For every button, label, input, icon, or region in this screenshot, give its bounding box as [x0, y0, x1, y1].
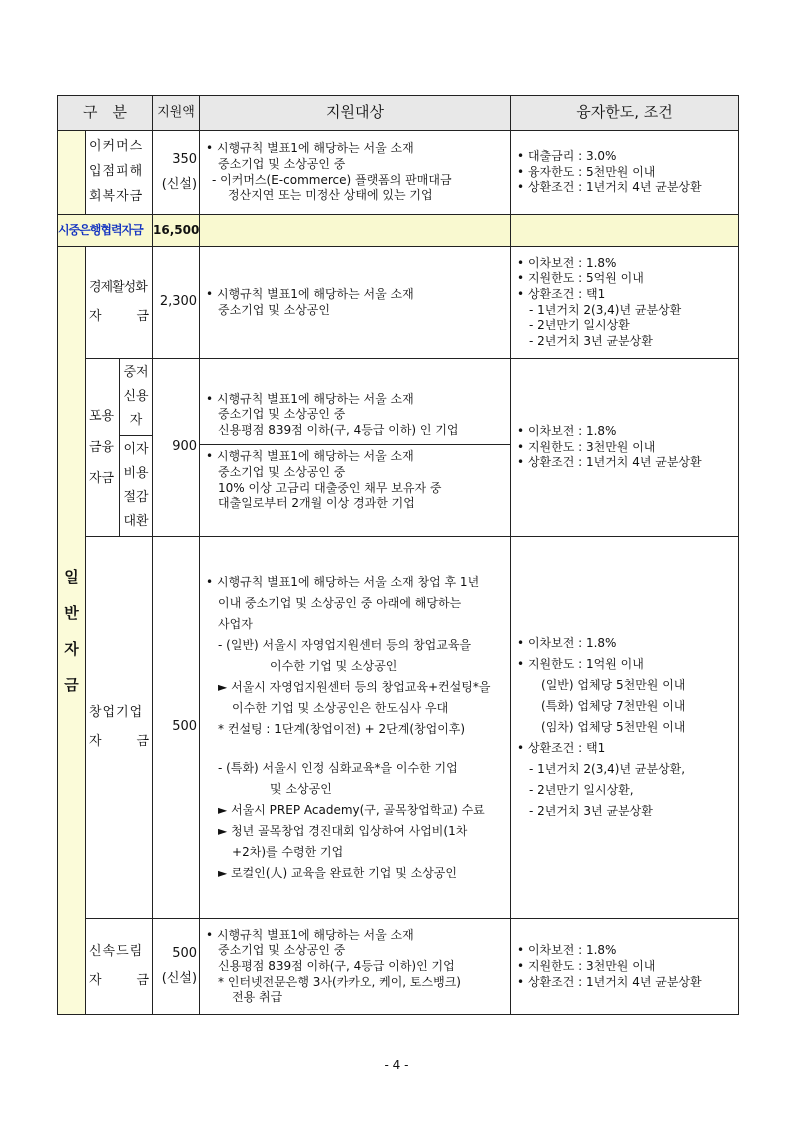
startup-conditions: • 이차보전 : 1.8% • 지원한도 : 1억원 이내 (일반) 업체당 5천만원 이내 (특화) 업체당 7천만원 이내 (임차) 업체당 5천만원 이내 • 상환조건 : 택1 - 1년거치 2(3,4)년 균분상환, - 2년만기 일시상환, - 2년거치 3년 균분상환 — [511, 537, 739, 919]
header-category: 구 분 — [58, 96, 153, 131]
empty-cell — [511, 215, 739, 247]
inclusive-subtypes — [120, 359, 153, 537]
table-row — [58, 537, 739, 919]
inclusive-name: 포용 금융 자금 — [86, 359, 120, 537]
empty-cell — [200, 215, 511, 247]
economy-conditions: • 이차보전 : 1.8% • 지원한도 : 5억원 이내 • 상환조건 : 택1 - 1년거치 2(3,4)년 균분상환 - 2년만기 일시상환 - 2년거치 3년 균분상환 — [511, 247, 739, 359]
startup-target: • 시행규칙 별표1에 해당하는 서울 소재 창업 후 1년 이내 중소기업 및 소상공인 중 아래에 해당하는 사업자 - (일반) 서울시 자영업지원센터 등의 창업교육을 이수한 기업 및 소상공인 ► 서울시 자영업지원센터 등의 창업교육+컨설팅*을 이수한 기업 및 소상공인은 한도심사 우대 * 컨설팅 : 1단계(창업이전) + 2단계(창업이후) - (특화) 서울시 인정 심화교육*을 이수한 기업 및 소상공인 ► 서울시 PREP Academy(구, 골목창업학교) 수료 ► 청년 골목창업 경진대회 입상하여 사업비(1차 +2차)를 수령한 기업 ► 로컬인(人) 교육을 완료한 기업 및 소상공인 — [200, 537, 511, 919]
economy-target: • 시행규칙 별표1에 해당하는 서울 소재 중소기업 및 소상공인 — [200, 247, 511, 359]
dream-target: • 시행규칙 별표1에 해당하는 서울 소재 중소기업 및 소상공인 중 신용평점 839점 이하(구, 4등급 이하)인 기업 * 인터넷전문은행 3사(카카오, 케이, 토스뱅크) 전용 취급 — [200, 919, 511, 1015]
inclusive-conditions: • 이차보전 : 1.8% • 지원한도 : 3천만원 이내 • 상환조건 : 1년거치 4년 균분상환 — [511, 359, 739, 537]
bank-row-label: 시중은행협력자금 — [58, 215, 153, 247]
header-amount: 지원액 — [153, 96, 200, 131]
ecommerce-name: 이커머스 입점피해 회복자금 — [86, 131, 153, 215]
dream-name: 신속드림 자 금 — [86, 919, 153, 1015]
startup-amount: 500 — [153, 537, 200, 919]
dream-conditions: • 이차보전 : 1.8% • 지원한도 : 3천만원 이내 • 상환조건 : 1년거치 4년 균분상환 — [511, 919, 739, 1015]
table-row — [58, 919, 739, 1015]
dream-amount: 500 (신설) — [153, 919, 200, 1015]
ecommerce-amount: 350 (신설) — [153, 131, 200, 215]
table-header-row — [58, 96, 739, 131]
loan-table — [57, 95, 739, 1015]
low-credit-label: 중저 신용 자 — [120, 359, 152, 436]
header-limit: 융자한도, 조건 — [511, 96, 739, 131]
inclusive-amount: 900 — [153, 359, 200, 537]
table-row — [58, 359, 739, 537]
economy-amount: 2,300 — [153, 247, 200, 359]
header-target: 지원대상 — [200, 96, 511, 131]
refinance-label: 이자 비용 절감 대환 — [123, 442, 149, 530]
general-fund-label: 일 반 자 금 — [58, 247, 86, 1015]
page-number: - 4 - — [384, 1058, 409, 1072]
divider — [200, 444, 510, 445]
table-row — [58, 247, 739, 359]
table-row — [58, 215, 739, 247]
startup-name: 창업기업 자 금 — [86, 537, 153, 919]
band-cell — [58, 131, 86, 215]
economy-name: 경제활성화 자 금 — [86, 247, 153, 359]
table-row — [58, 131, 739, 215]
ecommerce-conditions: • 대출금리 : 3.0% • 융자한도 : 5천만원 이내 • 상환조건 : 1년거치 4년 균분상환 — [511, 131, 739, 215]
inclusive-target: • 시행규칙 별표1에 해당하는 서울 소재 중소기업 및 소상공인 중 신용평점 839점 이하(구, 4등급 이하) 인 기업 • 시행규칙 별표1에 해당하는 서울 소재 중소기업 및 소상공인 중 10% 이상 고금리 대출중인 채무 보유자 중 대출일로부터 2개월 이상 경과한 기업 — [200, 359, 511, 537]
bank-row-amount: 16,500 — [153, 215, 200, 247]
ecommerce-target: • 시행규칙 별표1에 해당하는 서울 소재 중소기업 및 소상공인 중 - 이커머스(E-commerce) 플랫폼의 판매대금 정산지연 또는 미정산 상태에 있는 기업 — [200, 131, 511, 215]
